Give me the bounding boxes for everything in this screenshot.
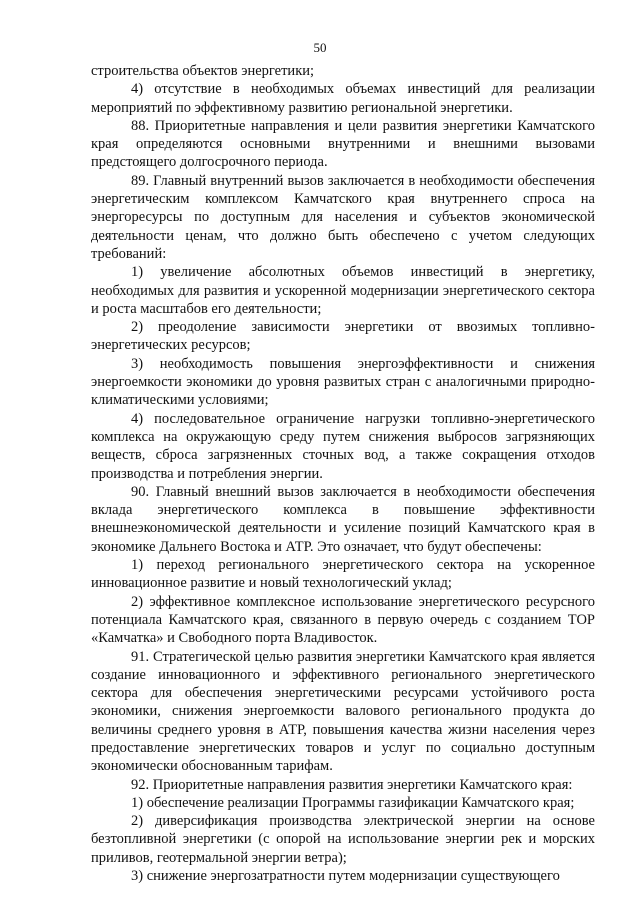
list-item: 4) отсутствие в необходимых объемах инвестиций для реализации мероприятий по эффективному развитию региональной энергетики. [91, 81, 595, 116]
paragraph-89: 89. Главный внутренний вызов заключается в необходимости обеспечения энергетическим комплексом Камчатского края внутреннего спроса на энергоресурсы по доступным для населения и субъектов экономической деятельности ценам, что должно быть обеспечено с учетом следующих требований: [91, 172, 595, 262]
list-item: 2) эффективное комплексное использование энергетического ресурсного потенциала Камчатского края, связанного в первую очередь с созданием ТОР «Камчатка» и Свободного порта Владивосток. [91, 593, 595, 647]
paragraph-92: 92. Приоритетные направления развития энергетики Камчатского края: [131, 776, 573, 793]
paragraph-88: 88. Приоритетные направления и цели развития энергетики Камчатского края определяются основными внутренними и внешними вызовами предстоящего долгосрочного периода. [91, 117, 595, 171]
list-item: 3) снижение энергозатратности путем модернизации существующего [131, 868, 560, 885]
list-item: 3) необходимость повышения энергоэффективности и снижения энергоемкости экономики до уровня развитых стран с аналогичными природно-климатическими условиями; [91, 355, 595, 409]
paragraph-90: 90. Главный внешний вызов заключается в необходимости обеспечения вклада энергетического комплекса в повышение эффективности внешнеэкономической деятельности и усиление позиций Камчатского края в экономике Дальнего Востока и АТР. Это означает, что будут обеспечены: [91, 483, 595, 555]
list-item: 1) увеличение абсолютных объемов инвестиций в энергетику, необходимых для развития и ускоренной модернизации энергетического сектора и роста масштабов его деятельности; [91, 264, 595, 317]
page-number: 50 [313, 40, 327, 55]
list-item: 4) последовательное ограничение нагрузки топливно-энергетического комплекса на окружающую среду путем снижения выбросов загрязняющих веществ, сброса загрязненных сточных вод, а также сокращения отходов производства и потребления энергии. [91, 410, 595, 482]
list-item: 1) обеспечение реализации Программы газификации Камчатского края; [131, 794, 575, 811]
body-text [91, 62, 595, 885]
paragraph-91: 91. Стратегической целью развития энергетики Камчатского края является создание инновационного и эффективного регионального энергетического сектора для обеспечения энергетическими ресурсами устойчивого роста экономики, снижения энергоемкости валового регионального продукта до величины среднего уровня в АТР, повышения качества жизни населения через предоставление энергетических товаров и услуг по социально доступным экономически обоснованным тарифам. [91, 648, 595, 775]
list-item: 2) преодоление зависимости энергетики от ввозимых топливно-энергетических ресурсов; [91, 319, 595, 354]
list-item: 2) диверсификация производства электрической энергии на основе безтопливной энергетики (с опорой на использование энергии рек и морских приливов, геотермальной энергии ветра); [91, 813, 595, 866]
paragraph-continuation: строительства объектов энергетики; [91, 63, 315, 79]
list-item: 1) переход регионального энергетического сектора на ускоренное инновационное развитие и новый технологический уклад; [91, 557, 595, 592]
